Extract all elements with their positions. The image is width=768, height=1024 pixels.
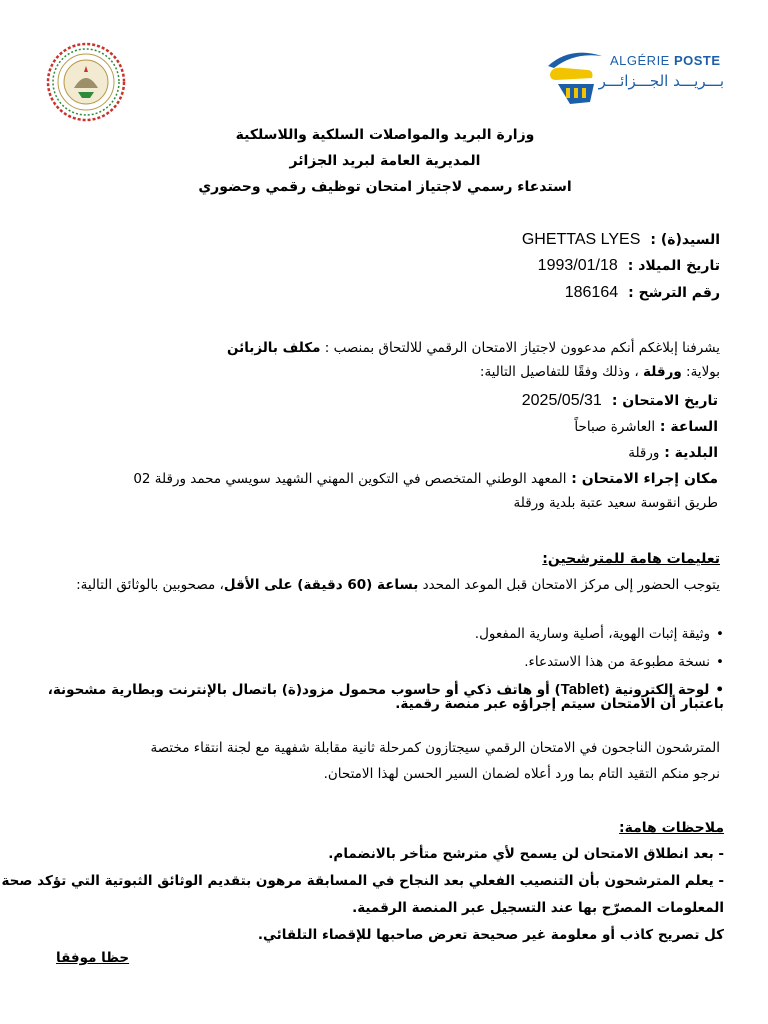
- header-titles: [150, 122, 620, 200]
- birth-label: تاريخ الميلاد :: [627, 258, 720, 274]
- exam-place-line-2: طريق انقوسة سعيد عتبة بلدية ورقلة: [513, 495, 718, 511]
- exam-place-row: مكان إجراء الامتحان : المعهد الوطني المتخصص في التكوين المهني الشهيد سويسي محمد ورقلة 02: [133, 471, 718, 487]
- intro-line-2: بولاية: ورقلة ، وذلك وفقًا للتفاصيل التالية:: [479, 364, 720, 380]
- algerie-poste-logo: [544, 44, 726, 110]
- list-item: • نسخة مطبوعة من هذا الاستدعاء.: [44, 648, 724, 676]
- followup-line-2: نرجو منكم التقيد التام بما ورد أعلاه لضمان السير الحسن لهذا الامتحان.: [323, 766, 720, 782]
- candidate-name-row: [522, 230, 720, 249]
- notes-heading: ملاحظات هامة:: [619, 820, 724, 836]
- intro-line-1: يشرفنا إبلاغكم أنكم مدعوون لاجتياز الامتحان الرقمي للالتحاق بمنصب : مكلف بالزبائن: [226, 340, 720, 356]
- subject-title: استدعاء رسمي لاجتياز امتحان توظيف رقمي وحضوري: [198, 179, 572, 195]
- instructions-line: يتوجب الحضور إلى مركز الامتحان قبل الموعد المحدد بساعة (60 دقيقة) على الأقل، مصحوبين بالوثائق التالية:: [76, 577, 720, 593]
- candidacy-number-row: [565, 283, 720, 302]
- position-name: مكلف بالزبائن: [226, 340, 321, 356]
- required-documents-list: [44, 620, 724, 704]
- wilaya-name: ورقلة: [643, 364, 682, 380]
- exam-date-row: تاريخ الامتحان :2025/05/31: [521, 392, 718, 409]
- list-item: • وثيقة إثبات الهوية، أصلية وسارية المفعول.: [44, 620, 724, 648]
- note-1: - بعد انطلاق الامتحان لن يسمح لأي مترشح متأخر بالانضمام.: [328, 846, 724, 862]
- poste-emblem-icon: [544, 44, 606, 110]
- exam-time: العاشرة صباحاً: [574, 419, 656, 435]
- ministry-title: وزارة البريد والمواصلات السلكية واللاسلكية: [235, 127, 535, 143]
- poste-brand-fr: ALGÉRIE POSTE: [610, 53, 721, 68]
- ministry-seal-logo: [46, 42, 126, 122]
- documents-continuation: باعتبار أن الامتحان سيتم إجراؤه عبر منصة رقمية.: [395, 696, 724, 712]
- followup-line-1: المترشحون الناجحون في الامتحان الرقمي سيجتازون كمرحلة ثانية مقابلة شفهية مع لجنة انتقاء مختصة: [150, 740, 720, 756]
- candidate-name: GHETTAS LYES: [521, 231, 641, 248]
- poste-brand-ar: بـــريـــد الجـــزائـــر: [598, 72, 724, 90]
- birth-date-row: [538, 256, 720, 275]
- note-2a: - يعلم المترشحون بأن التنصيب الفعلي بعد النجاح في المسابقة مرهون بتقديم الوثائق الثبوتية التي تؤكد صحة: [1, 873, 724, 889]
- exam-place: المعهد الوطني المتخصص في التكوين المهني الشهيد سويسي محمد ورقلة 02: [133, 471, 567, 487]
- directorate-title: المديرية العامة لبريد الجزائر: [289, 153, 481, 169]
- birth-date: 1993/01/18: [537, 257, 618, 274]
- note-2b: المعلومات المصرّح بها عند التسجيل عبر المنصة الرقمية.: [352, 900, 724, 916]
- exam-commune: ورقلة: [628, 445, 660, 461]
- candidacy-number: 186164: [564, 284, 619, 301]
- exam-date: 2025/05/31: [521, 392, 602, 409]
- note-3: كل تصريح كاذب أو معلومة غير صحيحة تعرض صاحبها للإقصاء التلقائي.: [257, 927, 724, 943]
- candidacy-label: رقم الترشح :: [628, 285, 720, 301]
- instructions-heading: تعليمات هامة للمترشحين:: [542, 551, 720, 567]
- name-label: السيد(ة) :: [650, 232, 720, 248]
- list-item: • لوحة إلكترونية (Tablet) أو هاتف ذكي أو حاسوب محمول مزود(ة) باتصال بالإنترنت وبطارية مشحونة،: [44, 676, 724, 704]
- exam-commune-row: البلدية : ورقلة: [628, 445, 718, 461]
- closing-wish: حظا موفقا: [56, 950, 130, 966]
- exam-time-row: الساعة : العاشرة صباحاً: [574, 419, 718, 435]
